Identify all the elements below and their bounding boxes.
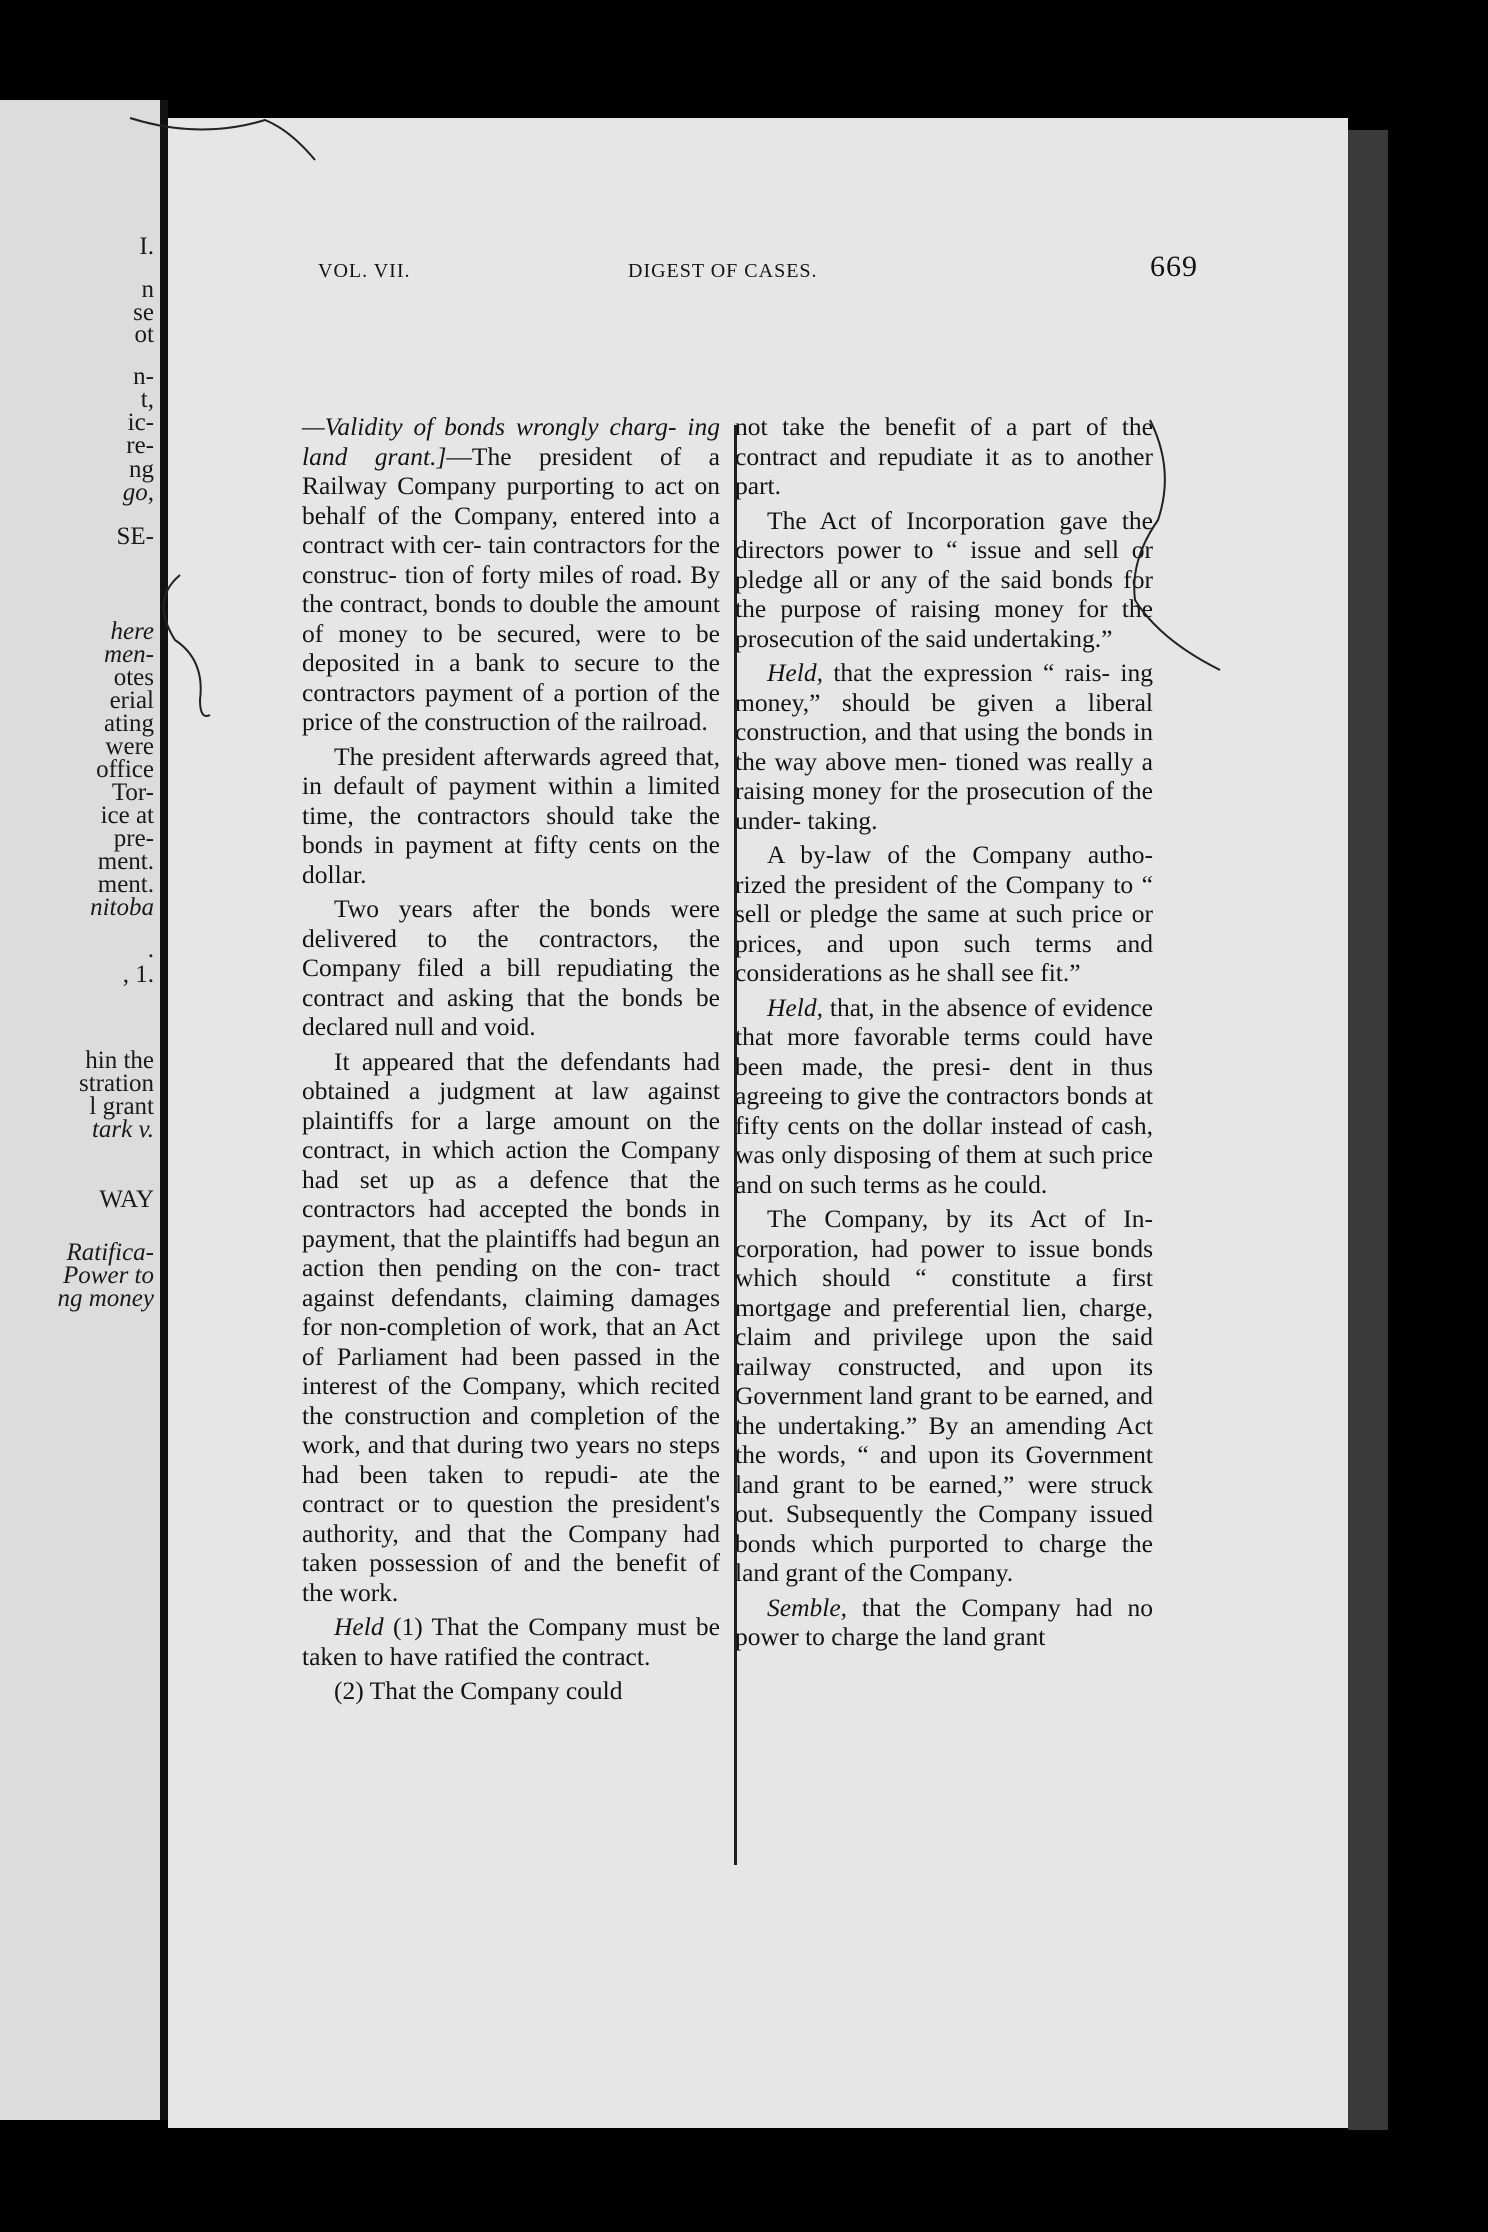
paragraph: The Company, by its Act of In- corporation, had power to issue bonds which should “ constitute a first mortgage and preferential lien, charge, claim and privilege upon the said railway constructed, and upon its Government land grant to be earned, and the undertaking.” By an amending Act the words, “ and upon its Government land grant to be earned,” were struck out. Subsequently the Company issued bonds which purported to charge the land grant of the Company. — [735, 1204, 1153, 1587]
paragraph: The Act of Incorporation gave the directors power to “ issue and sell or pledge all or any of the said bonds for the purpose of raising money for the prosecution of the said undertaking.” — [735, 505, 1153, 653]
previous-page-text-fragment: l grant — [89, 1093, 154, 1120]
previous-page-text-fragment: ice at — [100, 802, 154, 829]
previous-page-text-fragment: go, — [122, 479, 154, 506]
volume-label: VOL. VII. — [318, 260, 411, 282]
previous-page-text-fragment: office — [96, 756, 154, 783]
previous-page-text-fragment: se — [133, 299, 154, 326]
previous-page-text-fragment: ment. — [97, 871, 154, 898]
previous-page-text-fragment: SE- — [116, 523, 154, 550]
previous-page-text-fragment: t, — [140, 386, 154, 413]
previous-page-text-fragment: , 1. — [122, 961, 154, 988]
running-title: DIGEST OF CASES. — [628, 260, 818, 282]
previous-page-text-fragment: WAY — [99, 1186, 154, 1213]
previous-page-text-fragment: ating — [104, 710, 154, 737]
paragraph-text: that the expression “ rais- ing money,” should be given a liberal construction, and that using the bonds in the way above men- tioned was really a raising money for the prosecution of the under- taking. — [735, 658, 1153, 835]
previous-page-text-fragment: ng — [129, 456, 154, 483]
paragraph: A by-law of the Company autho- rized the president of the Company to “ sell or pledge the same at such price or prices, and upon such terms and considerations as he shall see fit.” — [735, 840, 1153, 987]
paragraph: The president afterwards agreed that, in default of payment within a limited time, the contractors should take the bonds in payment at fifty cents on the dollar. — [302, 741, 720, 889]
paragraph-text: that, in the absence of evidence that more favorable terms could have been made, the presi- dent in thus agreeing to give the contractors bonds at fifty cents on the dollar instead of cash, was only disposing of them at such price and on such terms as he could. — [735, 992, 1153, 1199]
semble-label: Semble, — [767, 1592, 848, 1622]
previous-page-text-fragment: ment. — [97, 848, 154, 875]
previous-page-text-fragment: n — [141, 276, 154, 303]
held-label: Held, — [767, 658, 823, 687]
paragraph: (2) That the Company could — [334, 1676, 623, 1705]
case-heading: —Validity of bonds wrongly charg- ing land grant.] — [302, 412, 720, 471]
paragraph: not take the benefit of a part of the contract and repudiate it as to another part. — [735, 412, 1153, 500]
paragraph: Two years after the bonds were delivered to the contractors, the Company filed a bill repudiating the contract and asking that the bonds be declared null and void. — [302, 894, 720, 1041]
paragraph: It appeared that the defendants had obtained a judgment at law against plaintiffs for a large amount on the contract, in which action the Company had set up as a defence that the contractors had accepted the bonds in payment, that the plaintiffs had begun an action then pending on the con- tract against defendants, claiming damages for non-completion of work, that an Act of Parliament had been passed in the interest of the Company, which recited the construction and completion of the work, and that during two years no steps had been taken to repudi- ate the contract or to question the president's authority, and that the Company had taken possession of and the benefit of the work. — [302, 1046, 720, 1607]
previous-page-text-fragment: . — [147, 936, 154, 963]
held-label: Held, — [767, 992, 823, 1022]
previous-page-text-fragment: Power to — [63, 1262, 154, 1289]
previous-page-text-fragment: ic- — [127, 409, 154, 436]
previous-page-text-fragment: ot — [134, 321, 154, 348]
previous-page-text-fragment: stration — [79, 1070, 154, 1097]
page-number: 669 — [1150, 250, 1198, 283]
previous-page-text-fragment: n- — [133, 363, 154, 390]
previous-page-text-fragment: ng money — [57, 1285, 154, 1312]
paragraph-text: that the Company had no power to charge the land grant — [735, 1592, 1153, 1651]
previous-page-text-fragment: re- — [126, 432, 154, 459]
held-label: Held — [334, 1612, 384, 1641]
previous-page-text-fragment: I. — [139, 233, 154, 260]
paragraph-text: (1) That the Company must be taken to have ratified the contract. — [302, 1612, 720, 1671]
previous-page-text-fragment: men- — [104, 641, 154, 668]
previous-page-text-fragment: here — [110, 618, 154, 645]
pen-stroke — [130, 118, 315, 160]
previous-page-text-fragment: pre- — [113, 825, 154, 852]
previous-page-text-fragment: erial — [109, 687, 154, 714]
previous-page-text-fragment: were — [105, 733, 154, 760]
previous-page-text-fragment: hin the — [85, 1047, 154, 1074]
previous-page-text-fragment: otes — [113, 664, 154, 691]
pen-stroke — [164, 575, 210, 716]
previous-page-text-fragment: nitoba — [90, 894, 154, 921]
previous-page-text-fragment: Tor- — [111, 779, 154, 806]
previous-page-text-fragment: tark v. — [91, 1116, 154, 1143]
pen-stroke — [1134, 420, 1220, 670]
previous-page-text-fragment: Ratifica- — [66, 1239, 154, 1266]
paragraph-text: —The president of a Railway Company purporting to act on behalf of the Company, entered into a contract with cer- tain contractors for the construc- tion of forty miles of road. By the contract, bonds to double the amount of money to be secured, were to be deposited in a bank to secure to the contractors payment of a portion of the price of the construction of the railroad. — [302, 441, 720, 736]
